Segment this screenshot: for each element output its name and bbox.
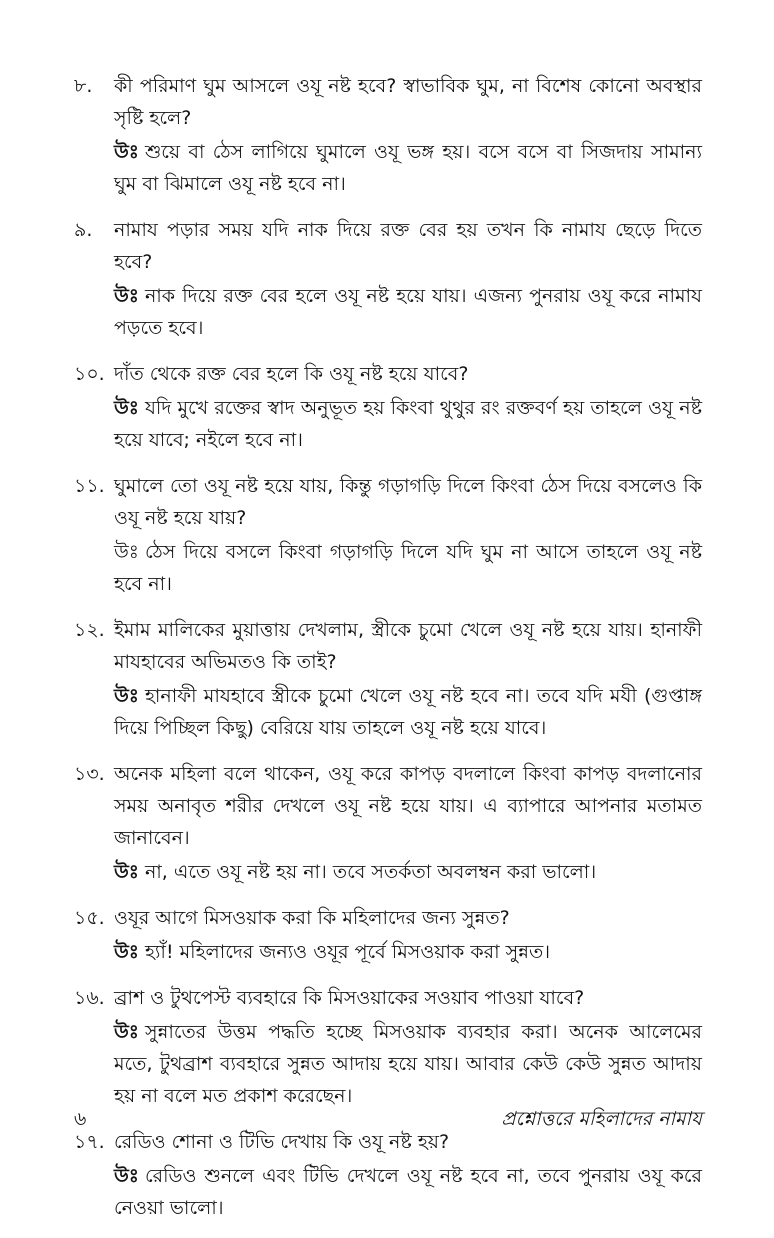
qa-item	[74, 214, 702, 344]
qa-item	[74, 70, 702, 200]
qa-item	[74, 470, 702, 600]
question-text: ঘুমালে তো ওযূ নষ্ট হয়ে যায়, কিন্তু গড়াগড়ি দিলে কিংবা ঠেস দিয়ে বসলেও কি ওযূ নষ্ট হয়ে যায়?	[114, 475, 702, 529]
answer-block	[114, 280, 702, 344]
answer-label: উঃ	[114, 1165, 139, 1187]
question-text: ব্রাশ ও টুথপেস্ট ব্যবহারে কি মিসওয়াকের সওয়াব পাওয়া যাবে?	[114, 987, 585, 1009]
book-title: প্রশ্নোত্তরে মহিলাদের নামায	[501, 1108, 702, 1130]
question-text: ইমাম মালিকের মুয়াত্তায় দেখলাম, স্ত্রীকে চুমো খেলে ওযূ নষ্ট হয়ে যায়। হানাফী মাযহাবের অভিমতও কি তাই?	[114, 619, 702, 673]
answer-label: উঃ	[114, 285, 139, 307]
question-text: ওযূর আগে মিসওয়াক করা কি মহিলাদের জন্য সুন্নত?	[114, 907, 510, 929]
question-number: ১১.	[74, 475, 105, 497]
qa-list	[74, 70, 702, 1238]
answer-text: সুন্নাতের উত্তম পদ্ধতি হচ্ছে মিসওয়াক ব্যবহার করা। অনেক আলেমের মতে, টুথব্রাশ ব্যবহারে সুন্নত আদায় হয়ে যায়। আবার কেউ কেউ সুন্নত আদায় হয় না বলে মত প্রকাশ করেছেন।	[114, 1021, 702, 1107]
qa-item	[74, 982, 702, 1112]
answer-label: উঃ	[114, 541, 139, 563]
qa-item	[74, 758, 702, 888]
answer-block	[114, 392, 702, 456]
question-number: ১০.	[74, 363, 105, 385]
qa-item	[74, 358, 702, 456]
answer-text: হানাফী মাযহাবে স্ত্রীকে চুমো খেলে ওযূ নষ্ট হবে না। তবে যদি মযী (গুপ্তাঙ্গ দিয়ে পিচ্ছিল কিছু) বেরিয়ে যায় তাহলে ওযূ নষ্ট হয়ে যাবে।	[114, 685, 702, 739]
qa-item	[74, 902, 702, 968]
answer-label: উঃ	[114, 685, 139, 707]
answer-block	[114, 136, 702, 200]
answer-label: উঃ	[114, 1021, 139, 1043]
answer-label: উঃ	[114, 861, 139, 883]
page-footer	[74, 1104, 702, 1134]
answer-block	[114, 536, 702, 600]
question-number: ১৫.	[74, 907, 105, 929]
answer-label: উঃ	[114, 941, 139, 963]
qa-item	[74, 1126, 702, 1224]
answer-block	[114, 936, 702, 968]
page-number: ৬	[74, 1108, 87, 1130]
question-text: কী পরিমাণ ঘুম আসলে ওযূ নষ্ট হবে? স্বাভাবিক ঘুম, না বিশেষ কোনো অবস্থার সৃষ্টি হলে?	[114, 75, 702, 129]
qa-item	[74, 614, 702, 744]
answer-text: ঠেস দিয়ে বসলে কিংবা গড়াগড়ি দিলে যদি ঘুম না আসে তাহলে ওযূ নষ্ট হবে না।	[114, 541, 702, 595]
answer-text: শুয়ে বা ঠেস লাগিয়ে ঘুমালে ওযূ ভঙ্গ হয়। বসে বসে বা সিজদায় সামান্য ঘুম বা ঝিমালে ওযূ নষ্ট হবে না।	[114, 141, 702, 195]
question-number: ১৩.	[74, 763, 105, 785]
answer-label: উঃ	[114, 397, 139, 419]
question-number: ১৬.	[74, 987, 105, 1009]
question-text: রেডিও শোনা ও টিভি দেখায় কি ওযূ নষ্ট হয়?	[114, 1131, 450, 1153]
question-text: নামায পড়ার সময় যদি নাক দিয়ে রক্ত বের হয় তখন কি নামায ছেড়ে দিতে হবে?	[114, 219, 702, 273]
answer-block	[114, 680, 702, 744]
answer-text: যদি মুখে রক্তের স্বাদ অনুভূত হয় কিংবা থুথুর রং রক্তবর্ণ হয় তাহলে ওযূ নষ্ট হয়ে যাবে; নইলে হবে না।	[114, 397, 702, 451]
question-text: অনেক মহিলা বলে থাকেন, ওযূ করে কাপড় বদলালে কিংবা কাপড় বদলানোর সময় অনাবৃত শরীর দেখলে ওযূ নষ্ট হয়ে যায়। এ ব্যাপারে আপনার মতামত জানাবেন।	[114, 763, 702, 849]
question-number: ১২.	[74, 619, 105, 641]
answer-block	[114, 856, 702, 888]
answer-text: হ্যাঁ! মহিলাদের জন্যও ওযূর পূর্বে মিসওয়াক করা সুন্নত।	[144, 941, 551, 963]
answer-text: রেডিও শুনলে এবং টিভি দেখলে ওযূ নষ্ট হবে না, তবে পুনরায় ওযূ করে নেওয়া ভালো।	[114, 1165, 702, 1219]
question-number: ৯.	[74, 219, 93, 241]
answer-text: নাক দিয়ে রক্ত বের হলে ওযূ নষ্ট হয়ে যায়। এজন্য পুনরায় ওযূ করে নামায পড়তে হবে।	[114, 285, 702, 339]
answer-label: উঃ	[114, 141, 139, 163]
answer-block	[114, 1016, 702, 1112]
question-text: দাঁত থেকে রক্ত বের হলে কি ওযূ নষ্ট হয়ে যাবে?	[114, 363, 469, 385]
question-number: ৮.	[74, 75, 93, 97]
question-number: ১৭.	[74, 1131, 105, 1153]
answer-block	[114, 1160, 702, 1224]
answer-text: না, এতে ওযূ নষ্ট হয় না। তবে সতর্কতা অবলম্বন করা ভালো।	[144, 861, 597, 883]
